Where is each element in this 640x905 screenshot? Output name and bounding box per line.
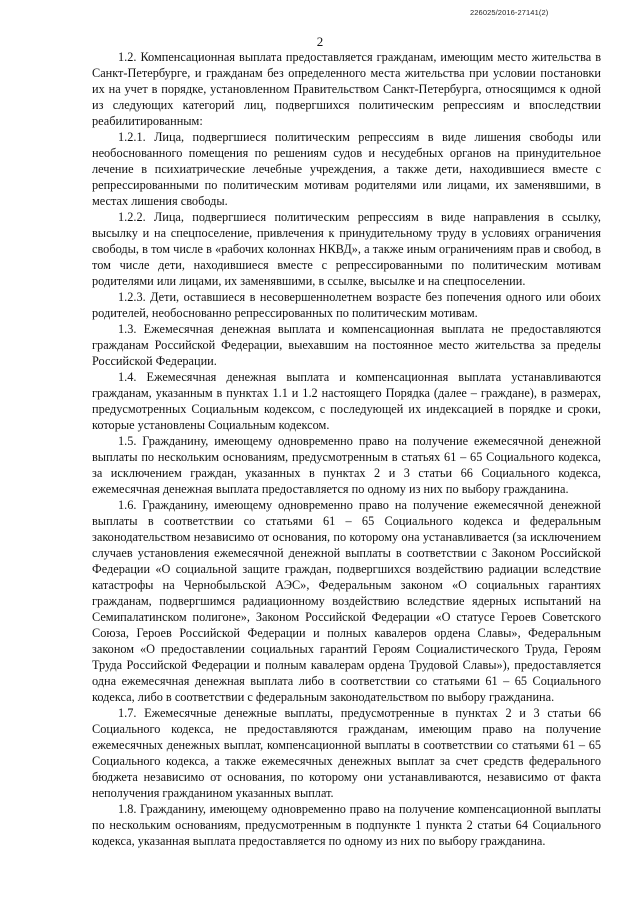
paragraph-1-2-2: 1.2.2. Лица, подвергшиеся политическим репрессиям в виде направления в ссылку, высылку и на спецпоселение, привлечения к принудительному труду в условиях ограничения свободы, в том числе в «рабочих колоннах НКВД», а также иным ограничениям прав и свобод, в том числе дети, находившиеся вместе с репрессированными по политическим мотивам родителями или лицами, их заменявшими, в ссылке, высылке и на спецпоселении. <box>92 210 601 288</box>
document-body <box>92 49 601 849</box>
document-id: 226025/2016-27141(2) <box>470 8 549 17</box>
paragraph-1-7: 1.7. Ежемесячные денежные выплаты, предусмотренные в пунктах 2 и 3 статьи 66 Социального кодекса, не предоставляются гражданам, имеющим право на получение ежемесячных денежных выплат, компенсационной выплаты в соответствии со статьями 61 – 65 Социального кодекса, а также ежемесячных денежных выплат за счет средств федерального бюджета независимо от основания, по которому они устанавливаются, независимо от факта неполучения гражданином указанных выплат. <box>92 706 601 800</box>
page-number: 2 <box>316 34 324 49</box>
paragraph-1-4: 1.4. Ежемесячная денежная выплата и компенсационная выплата устанавливаются гражданам, указанным в пунктах 1.1 и 1.2 настоящего Порядка (далее – граждане), в размерах, предусмотренных Социальным кодексом, с последующей их индексацией в порядке и сроки, которые установлены Социальным кодексом. <box>92 370 601 432</box>
paragraph-1-8: 1.8. Гражданину, имеющему одновременно право на получение компенсационной выплаты по нескольким основаниям, предусмотренным в подпункте 1 пункта 2 статьи 64 Социального кодекса, указанная выплата предоставляется по одному из них по выбору гражданина. <box>92 802 601 848</box>
paragraph-1-3: 1.3. Ежемесячная денежная выплата и компенсационная выплата не предоставляются гражданам Российской Федерации, выехавшим на постоянное место жительства за пределы Российской Федерации. <box>92 322 601 368</box>
paragraph-1-2-3: 1.2.3. Дети, оставшиеся в несовершеннолетнем возрасте без попечения одного или обоих родителей, необоснованно репрессированных по политическим мотивам. <box>92 290 601 320</box>
paragraph-1-6: 1.6. Гражданину, имеющему одновременно право на получение ежемесячной денежной выплаты в соответствии со статьями 61 – 65 Социального кодекса и федеральным законодательством независимо от основания, по которому она устанавливается (за исключением случаев установления ежемесячной денежной выплаты в соответствии с Законом Российской Федерации «О социальной защите граждан, подвергшихся воздействию радиации вследствие катастрофы на Чернобыльской АЭС», Федеральным законом «О социальных гарантиях гражданам, подвергшимся радиационному воздействию вследствие ядерных испытаний на Семипалатинском полигоне», Законом Российской Федерации «О статусе Героев Советского Союза, Героев Российской Федерации и полных кавалеров ордена Славы», Федеральным законом «О предоставлении социальных гарантий Героям Социалистического Труда, Героям Труда Российской Федерации и полным кавалерам ордена Трудовой Славы»), предоставляется одна ежемесячная денежная выплата либо в соответствии со статьями 61 – 65 Социального кодекса, либо в соответствии с федеральным законодательством по выбору гражданина. <box>92 498 601 704</box>
paragraph-1-2: 1.2. Компенсационная выплата предоставляется гражданам, имеющим место жительства в Санкт-Петербурге, и гражданам без определенного места жительства при условии постановки их на учет в порядке, установленном Правительством Санкт-Петербурга, относящимся к одной из следующих категорий лиц, подвергшихся политическим репрессиям и впоследствии реабилитированным: <box>92 50 601 128</box>
paragraph-1-2-1: 1.2.1. Лица, подвергшиеся политическим репрессиям в виде лишения свободы или необоснованного помещения по решениям судов и несудебных органов на принудительное лечение в психиатрические лечебные учреждения, а также дети, находившиеся вместе с репрессированными по политическим мотивам родителями или лицами, их заменявшими, в местах лишения свободы. <box>92 130 601 208</box>
paragraph-1-5: 1.5. Гражданину, имеющему одновременно право на получение ежемесячной денежной выплаты по нескольким основаниям, предусмотренным в статьях 61 – 65 Социального кодекса, за исключением граждан, указанных в пунктах 2 и 3 статьи 66 Социального кодекса, ежемесячная денежная выплата предоставляется по одному из них по выбору гражданина. <box>92 434 601 496</box>
